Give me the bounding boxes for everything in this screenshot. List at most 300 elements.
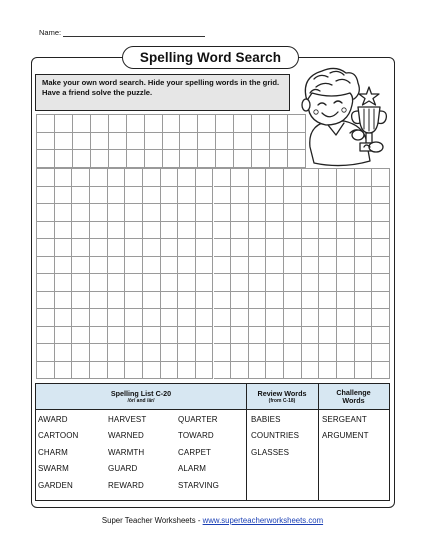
grid-cell[interactable]: [90, 257, 108, 275]
grid-cell[interactable]: [196, 204, 214, 222]
grid-cell[interactable]: [284, 292, 302, 310]
grid-cell[interactable]: [249, 187, 267, 205]
grid-cell[interactable]: [161, 309, 179, 327]
grid-cell[interactable]: [72, 257, 90, 275]
grid-cell[interactable]: [231, 239, 249, 257]
grid-cell[interactable]: [55, 150, 73, 168]
grid-cell[interactable]: [143, 344, 161, 362]
grid-cell[interactable]: [72, 239, 90, 257]
grid-cell[interactable]: [143, 257, 161, 275]
grid-cell[interactable]: [90, 292, 108, 310]
grid-cell[interactable]: [284, 222, 302, 240]
spelling-words-column-2: [108, 412, 146, 494]
grid-cell[interactable]: [302, 204, 320, 222]
grid-cell[interactable]: [161, 257, 179, 275]
grid-cell[interactable]: [337, 169, 355, 187]
grid-cell[interactable]: [319, 257, 337, 275]
grid-cell[interactable]: [90, 187, 108, 205]
grid-cell[interactable]: [319, 344, 337, 362]
grid-cell[interactable]: [37, 292, 55, 310]
grid-cell[interactable]: [91, 115, 109, 133]
grid-cell[interactable]: [355, 327, 373, 345]
grid-cell[interactable]: [163, 115, 181, 133]
grid-cell[interactable]: [125, 309, 143, 327]
grid-cell[interactable]: [231, 222, 249, 240]
grid-cell[interactable]: [55, 344, 73, 362]
grid-cell[interactable]: [178, 169, 196, 187]
grid-cell[interactable]: [214, 257, 232, 275]
grid-cell[interactable]: [55, 257, 73, 275]
grid-cell[interactable]: [90, 327, 108, 345]
grid-cell[interactable]: [108, 257, 126, 275]
grid-cell[interactable]: [337, 292, 355, 310]
grid-cell[interactable]: [249, 292, 267, 310]
grid-cell[interactable]: [73, 115, 91, 133]
grid-cell[interactable]: [55, 133, 73, 151]
grid-cell[interactable]: [161, 362, 179, 380]
grid-cell[interactable]: [196, 344, 214, 362]
grid-cell[interactable]: [302, 274, 320, 292]
grid-cell[interactable]: [355, 292, 373, 310]
grid-cell[interactable]: [196, 239, 214, 257]
grid-cell[interactable]: [372, 222, 390, 240]
grid-cell[interactable]: [337, 204, 355, 222]
grid-cell[interactable]: [337, 344, 355, 362]
grid-cell[interactable]: [108, 309, 126, 327]
grid-cell[interactable]: [355, 222, 373, 240]
grid-cell[interactable]: [143, 309, 161, 327]
grid-cell[interactable]: [196, 362, 214, 380]
grid-cell[interactable]: [319, 327, 337, 345]
grid-cell[interactable]: [214, 187, 232, 205]
grid-cell[interactable]: [143, 274, 161, 292]
grid-cell[interactable]: [266, 274, 284, 292]
grid-cell[interactable]: [249, 362, 267, 380]
grid-cell[interactable]: [161, 274, 179, 292]
grid-cell[interactable]: [125, 204, 143, 222]
grid-cell[interactable]: [90, 222, 108, 240]
grid-cell[interactable]: [231, 344, 249, 362]
grid-cell[interactable]: [196, 309, 214, 327]
grid-cell[interactable]: [252, 133, 270, 151]
spelling-word: WARNED: [108, 431, 144, 441]
grid-cell[interactable]: [178, 344, 196, 362]
worksheet-title: Spelling Word Search: [122, 46, 299, 69]
grid-cell[interactable]: [178, 257, 196, 275]
grid-cell[interactable]: [372, 204, 390, 222]
grid-cell[interactable]: [108, 344, 126, 362]
grid-cell[interactable]: [302, 169, 320, 187]
grid-cell[interactable]: [108, 239, 126, 257]
grid-cell[interactable]: [161, 239, 179, 257]
grid-cell[interactable]: [37, 274, 55, 292]
grid-cell[interactable]: [270, 115, 288, 133]
review-word: GLASSES: [251, 447, 290, 457]
grid-cell[interactable]: [125, 222, 143, 240]
grid-cell[interactable]: [249, 274, 267, 292]
grid-cell[interactable]: [55, 239, 73, 257]
grid-cell[interactable]: [145, 150, 163, 168]
grid-cell[interactable]: [163, 150, 181, 168]
grid-cell[interactable]: [337, 274, 355, 292]
grid-cell[interactable]: [234, 115, 252, 133]
grid-cell[interactable]: [108, 204, 126, 222]
grid-cell[interactable]: [196, 257, 214, 275]
grid-cell[interactable]: [91, 150, 109, 168]
grid-cell[interactable]: [72, 222, 90, 240]
grid-cell[interactable]: [55, 309, 73, 327]
grid-cell[interactable]: [143, 169, 161, 187]
grid-cell[interactable]: [161, 292, 179, 310]
grid-cell[interactable]: [231, 292, 249, 310]
grid-cell[interactable]: [372, 292, 390, 310]
challenge-words-column: [322, 412, 369, 445]
grid-cell[interactable]: [319, 362, 337, 380]
grid-cell[interactable]: [198, 133, 216, 151]
grid-cell[interactable]: [319, 309, 337, 327]
grid-cell[interactable]: [72, 309, 90, 327]
grid-cell[interactable]: [319, 292, 337, 310]
review-words-column: [251, 412, 299, 461]
grid-cell[interactable]: [270, 150, 288, 168]
instructions-box: Make your own word search. Hide your spelling words in the grid. Have a friend solve the puzzle.: [35, 74, 290, 111]
grid-cell[interactable]: [37, 187, 55, 205]
grid-cell[interactable]: [72, 362, 90, 380]
name-line[interactable]: [63, 29, 205, 37]
grid-cell[interactable]: [37, 257, 55, 275]
grid-cell[interactable]: [372, 257, 390, 275]
grid-cell[interactable]: [319, 204, 337, 222]
grid-cell[interactable]: [72, 344, 90, 362]
grid-cell[interactable]: [196, 222, 214, 240]
grid-cell[interactable]: [163, 133, 181, 151]
grid-cell[interactable]: [143, 327, 161, 345]
grid-cell[interactable]: [90, 169, 108, 187]
grid-cell[interactable]: [266, 344, 284, 362]
grid-cell[interactable]: [337, 362, 355, 380]
grid-cell[interactable]: [198, 115, 216, 133]
grid-cell[interactable]: [216, 133, 234, 151]
grid-cell[interactable]: [55, 362, 73, 380]
grid-cell[interactable]: [161, 204, 179, 222]
grid-cell[interactable]: [302, 344, 320, 362]
grid-cell[interactable]: [125, 274, 143, 292]
grid-cell[interactable]: [161, 222, 179, 240]
grid-cell[interactable]: [90, 239, 108, 257]
grid-cell[interactable]: [266, 362, 284, 380]
grid-cell[interactable]: [37, 150, 55, 168]
grid-cell[interactable]: [284, 362, 302, 380]
grid-cell[interactable]: [337, 257, 355, 275]
grid-cell[interactable]: [90, 204, 108, 222]
grid-cell[interactable]: [252, 115, 270, 133]
grid-cell[interactable]: [266, 169, 284, 187]
grid-cell[interactable]: [127, 115, 145, 133]
grid-cell[interactable]: [125, 169, 143, 187]
grid-cell[interactable]: [161, 344, 179, 362]
grid-cell[interactable]: [178, 362, 196, 380]
grid-cell[interactable]: [231, 309, 249, 327]
grid-cell[interactable]: [143, 222, 161, 240]
grid-cell[interactable]: [180, 115, 198, 133]
grid-cell[interactable]: [109, 115, 127, 133]
spelling-word: QUARTER: [178, 415, 218, 424]
grid-cell[interactable]: [214, 309, 232, 327]
name-field: [39, 28, 205, 37]
grid-cell[interactable]: [372, 187, 390, 205]
letter-grid-top: [36, 114, 306, 168]
challenge-word: ARGUMENT: [322, 431, 369, 441]
grid-cell[interactable]: [196, 292, 214, 310]
grid-cell[interactable]: [37, 239, 55, 257]
grid-cell[interactable]: [108, 292, 126, 310]
grid-cell[interactable]: [55, 115, 73, 133]
grid-cell[interactable]: [249, 309, 267, 327]
grid-cell[interactable]: [143, 204, 161, 222]
grid-cell[interactable]: [252, 150, 270, 168]
grid-cell[interactable]: [337, 327, 355, 345]
grid-cell[interactable]: [55, 222, 73, 240]
grid-cell[interactable]: [284, 257, 302, 275]
grid-cell[interactable]: [266, 222, 284, 240]
grid-cell[interactable]: [284, 204, 302, 222]
grid-cell[interactable]: [302, 222, 320, 240]
grid-cell[interactable]: [180, 150, 198, 168]
grid-cell[interactable]: [214, 239, 232, 257]
grid-cell[interactable]: [108, 274, 126, 292]
grid-cell[interactable]: [266, 292, 284, 310]
grid-cell[interactable]: [178, 187, 196, 205]
grid-cell[interactable]: [302, 292, 320, 310]
grid-cell[interactable]: [72, 187, 90, 205]
grid-cell[interactable]: [55, 204, 73, 222]
grid-cell[interactable]: [37, 169, 55, 187]
footer-text: Super Teacher Worksheets -: [101, 516, 203, 525]
grid-cell[interactable]: [231, 169, 249, 187]
grid-cell[interactable]: [72, 327, 90, 345]
grid-cell[interactable]: [125, 362, 143, 380]
grid-cell[interactable]: [284, 169, 302, 187]
grid-cell[interactable]: [108, 327, 126, 345]
spelling-word: WARMTH: [108, 447, 145, 457]
grid-cell[interactable]: [216, 150, 234, 168]
grid-cell[interactable]: [108, 222, 126, 240]
grid-cell[interactable]: [178, 292, 196, 310]
grid-cell[interactable]: [90, 344, 108, 362]
grid-cell[interactable]: [355, 274, 373, 292]
grid-cell[interactable]: [355, 204, 373, 222]
grid-cell[interactable]: [266, 309, 284, 327]
grid-cell[interactable]: [108, 362, 126, 380]
grid-cell[interactable]: [372, 362, 390, 380]
grid-cell[interactable]: [196, 187, 214, 205]
grid-cell[interactable]: [37, 133, 55, 151]
grid-cell[interactable]: [234, 133, 252, 151]
spelling-word: STARVING: [178, 480, 219, 490]
grid-cell[interactable]: [266, 327, 284, 345]
grid-cell[interactable]: [72, 204, 90, 222]
grid-cell[interactable]: [91, 133, 109, 151]
grid-cell[interactable]: [108, 187, 126, 205]
grid-cell[interactable]: [214, 362, 232, 380]
grid-cell[interactable]: [90, 309, 108, 327]
grid-cell[interactable]: [319, 274, 337, 292]
grid-cell[interactable]: [178, 309, 196, 327]
grid-cell[interactable]: [196, 274, 214, 292]
grid-cell[interactable]: [284, 239, 302, 257]
grid-cell[interactable]: [72, 292, 90, 310]
grid-cell[interactable]: [214, 222, 232, 240]
footer-link[interactable]: www.superteacherworksheets.com: [202, 516, 324, 525]
grid-cell[interactable]: [55, 274, 73, 292]
grid-cell[interactable]: [270, 133, 288, 151]
grid-cell[interactable]: [266, 204, 284, 222]
grid-cell[interactable]: [231, 187, 249, 205]
grid-cell[interactable]: [284, 309, 302, 327]
grid-cell[interactable]: [161, 327, 179, 345]
grid-cell[interactable]: [145, 133, 163, 151]
grid-cell[interactable]: [73, 133, 91, 151]
grid-cell[interactable]: [37, 204, 55, 222]
grid-cell[interactable]: [37, 344, 55, 362]
grid-cell[interactable]: [337, 309, 355, 327]
grid-cell[interactable]: [143, 292, 161, 310]
grid-cell[interactable]: [231, 274, 249, 292]
grid-cell[interactable]: [37, 115, 55, 133]
grid-cell[interactable]: [127, 133, 145, 151]
grid-cell[interactable]: [125, 187, 143, 205]
grid-cell[interactable]: [372, 344, 390, 362]
grid-cell[interactable]: [196, 169, 214, 187]
grid-cell[interactable]: [37, 327, 55, 345]
grid-cell[interactable]: [319, 187, 337, 205]
grid-cell[interactable]: [127, 150, 145, 168]
grid-cell[interactable]: [284, 327, 302, 345]
grid-cell[interactable]: [319, 169, 337, 187]
grid-cell[interactable]: [55, 292, 73, 310]
grid-cell[interactable]: [337, 222, 355, 240]
grid-cell[interactable]: [266, 257, 284, 275]
grid-cell[interactable]: [37, 222, 55, 240]
grid-cell[interactable]: [372, 239, 390, 257]
grid-cell[interactable]: [90, 362, 108, 380]
grid-cell[interactable]: [284, 187, 302, 205]
grid-cell[interactable]: [302, 327, 320, 345]
grid-cell[interactable]: [231, 204, 249, 222]
grid-cell[interactable]: [125, 257, 143, 275]
grid-cell[interactable]: [214, 204, 232, 222]
grid-cell[interactable]: [214, 274, 232, 292]
grid-cell[interactable]: [180, 133, 198, 151]
spelling-word: GARDEN: [38, 480, 73, 490]
grid-cell[interactable]: [143, 239, 161, 257]
grid-cell[interactable]: [355, 169, 373, 187]
grid-cell[interactable]: [249, 169, 267, 187]
grid-cell[interactable]: [302, 362, 320, 380]
grid-cell[interactable]: [319, 239, 337, 257]
grid-cell[interactable]: [178, 222, 196, 240]
grid-cell[interactable]: [161, 187, 179, 205]
grid-cell[interactable]: [355, 362, 373, 380]
grid-cell[interactable]: [55, 327, 73, 345]
grid-cell[interactable]: [372, 309, 390, 327]
grid-cell[interactable]: [37, 362, 55, 380]
grid-cell[interactable]: [125, 292, 143, 310]
grid-cell[interactable]: [266, 239, 284, 257]
grid-cell[interactable]: [337, 239, 355, 257]
grid-cell[interactable]: [178, 327, 196, 345]
grid-cell[interactable]: [196, 327, 214, 345]
grid-cell[interactable]: [355, 257, 373, 275]
grid-cell[interactable]: [372, 274, 390, 292]
grid-cell[interactable]: [145, 115, 163, 133]
grid-cell[interactable]: [302, 239, 320, 257]
grid-cell[interactable]: [284, 344, 302, 362]
grid-cell[interactable]: [161, 169, 179, 187]
grid-cell[interactable]: [214, 327, 232, 345]
grid-cell[interactable]: [231, 362, 249, 380]
grid-cell[interactable]: [178, 239, 196, 257]
grid-cell[interactable]: [302, 309, 320, 327]
grid-cell[interactable]: [143, 187, 161, 205]
grid-cell[interactable]: [337, 187, 355, 205]
grid-cell[interactable]: [108, 169, 126, 187]
grid-cell[interactable]: [355, 239, 373, 257]
grid-cell[interactable]: [214, 344, 232, 362]
grid-cell[interactable]: [125, 327, 143, 345]
grid-cell[interactable]: [249, 222, 267, 240]
grid-cell[interactable]: [234, 150, 252, 168]
grid-cell[interactable]: [73, 150, 91, 168]
grid-cell[interactable]: [266, 187, 284, 205]
grid-cell[interactable]: [143, 362, 161, 380]
grid-cell[interactable]: [231, 257, 249, 275]
grid-cell[interactable]: [231, 327, 249, 345]
grid-cell[interactable]: [90, 274, 108, 292]
grid-cell[interactable]: [249, 344, 267, 362]
grid-cell[interactable]: [216, 115, 234, 133]
grid-cell[interactable]: [249, 239, 267, 257]
grid-cell[interactable]: [72, 169, 90, 187]
grid-cell[interactable]: [284, 274, 302, 292]
grid-cell[interactable]: [72, 274, 90, 292]
grid-cell[interactable]: [249, 327, 267, 345]
grid-cell[interactable]: [214, 292, 232, 310]
grid-cell[interactable]: [178, 274, 196, 292]
grid-cell[interactable]: [178, 204, 196, 222]
grid-cell[interactable]: [372, 327, 390, 345]
grid-cell[interactable]: [302, 257, 320, 275]
grid-cell[interactable]: [125, 239, 143, 257]
grid-cell[interactable]: [109, 133, 127, 151]
grid-cell[interactable]: [37, 309, 55, 327]
grid-cell[interactable]: [109, 150, 127, 168]
grid-cell[interactable]: [355, 309, 373, 327]
grid-cell[interactable]: [125, 344, 143, 362]
grid-cell[interactable]: [355, 344, 373, 362]
grid-cell[interactable]: [55, 169, 73, 187]
grid-cell[interactable]: [302, 187, 320, 205]
grid-cell[interactable]: [249, 204, 267, 222]
challenge-words-header: [318, 384, 389, 410]
grid-cell[interactable]: [319, 222, 337, 240]
grid-cell[interactable]: [214, 169, 232, 187]
grid-cell[interactable]: [372, 169, 390, 187]
grid-cell[interactable]: [55, 187, 73, 205]
grid-cell[interactable]: [355, 187, 373, 205]
grid-cell[interactable]: [249, 257, 267, 275]
grid-cell[interactable]: [198, 150, 216, 168]
